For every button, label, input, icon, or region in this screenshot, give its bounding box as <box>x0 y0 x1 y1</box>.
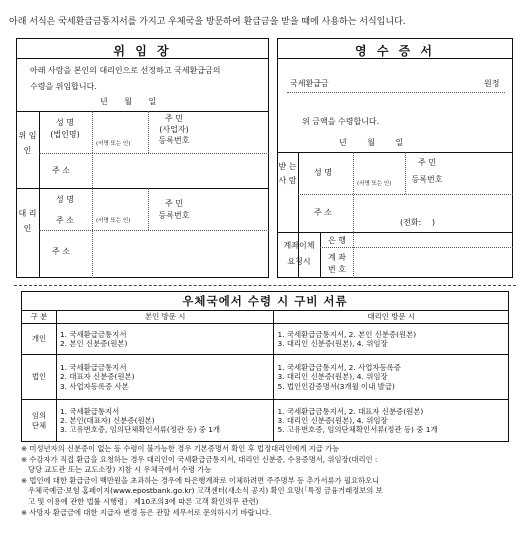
self-docs: 1. 국세환급금통지서 2. 대표자 신분증(원본) 3. 사업자등록증 사본 <box>56 355 274 400</box>
notes <box>21 444 513 518</box>
transfer-label-2: 요청시 <box>287 257 311 266</box>
delegator-sign-note: (서명 또는 인) <box>96 141 131 147</box>
note-line: ※ 미성년자의 신분증이 없는 등 수령이 불가능한 경우 기본증명서 확인 후 법정대리인에게 지급 가능 <box>21 444 340 453</box>
agent-address2-label: 주 소 <box>52 247 70 256</box>
intro-text: 아래 서식은 국세환급금통지서를 가지고 우체국을 방문하여 환급금을 받을 때에 사용하는 서식입니다. <box>9 17 406 27</box>
agent-docs: 1. 국세환급금통지서, 2. 사업자등록증 3. 대리인 신분증(원본), 4. 위임장 5. 법인인감증명서(3개월 이내 발급) <box>274 355 509 400</box>
receipt-body: 위 금액을 수령합니다. <box>302 117 380 126</box>
self-docs: 1. 국세환급금통지서 2. 본인 신분증(원본) <box>56 324 274 355</box>
row-category: 법인 <box>22 355 57 400</box>
table-row <box>22 324 509 355</box>
table-row <box>22 400 509 442</box>
delegator-id-label-1: 주 민 <box>165 114 183 123</box>
refund-amount-label: 국세환급금 <box>290 79 329 88</box>
poa-body-line1: 아래 사람을 본인의 대리인으로 선정하고 국세환급금의 <box>30 66 221 75</box>
currency-label: 원정 <box>484 79 500 88</box>
agent-docs: 1. 국세환급금통지서, 2. 본인 신분증(원본) 3. 대리인 신분증(원본), 4. 위임장 <box>274 324 509 355</box>
note-line: ※ 법인에 대한 환급금이 백만원을 초과하는 경우에 타은행계좌로 이체하려면 주주명부 등 추가서류가 필요하오니 <box>21 475 380 485</box>
agent-name-label: 성 명 <box>56 195 74 204</box>
agent-id-label-2: 등록번호 <box>158 211 190 220</box>
agent-side-label: 대 리 인 <box>18 209 37 233</box>
self-docs: 1. 국세환급통지서 2. 본인(대표자) 신분증(원본) 3. 고유번호증, 임의단체확인서류(정관 등) 중 1개 <box>56 400 274 442</box>
receipt-date: 년 월 일 <box>339 138 404 147</box>
row-category: 임의 단체 <box>22 400 57 442</box>
recipient-id-label-1: 주 민 <box>418 158 436 167</box>
bank-label: 은 행 <box>328 236 346 245</box>
account-label-1: 계 좌 <box>328 253 346 262</box>
note-line: 당당 교도관 또는 교도소장) 지참 시 우체국에서 수령 가능 <box>21 465 212 475</box>
recipient-phone: (전화: ) <box>400 218 435 227</box>
recipient-side-label: 받 는 사 람 <box>278 162 297 185</box>
agent-sign-note: (서명 또는 인) <box>96 218 131 224</box>
delegator-id-label-2: (사업자) <box>159 125 189 134</box>
header-self-visit: 본인 방문 시 <box>56 311 274 324</box>
transfer-label-1: 계좌이체 <box>283 241 315 250</box>
recipient-sign-note: (서명 또는 인) <box>357 181 392 187</box>
header-category: 구 분 <box>22 311 57 324</box>
account-label-2: 번 호 <box>328 265 346 274</box>
agent-id-label-1: 주 민 <box>165 199 183 208</box>
poa-body-line2: 수령을 위임합니다. <box>30 82 97 91</box>
requirements-table <box>21 310 509 442</box>
agent-docs: 1. 국세환급금통지서, 2. 대표자 신분증(원본) 3. 대리인 신분증(원본), 4. 위임장 5. 고유번호증, 임의단체확인서류(정관 등) 중 1개 <box>274 400 509 442</box>
note-line: 고 및 이용에 관한 법률 시행령」 제10조의3에 따른 고객 확인의무 관련) <box>21 496 259 506</box>
row-category: 개인 <box>22 324 57 355</box>
delegator-side-label: 위 임 인 <box>18 131 37 155</box>
recipient-id-label-2: 등록번호 <box>411 175 443 184</box>
requirements-title: 우체국에서 수령 시 구비 서류 <box>182 294 348 308</box>
receipt-title: 영 수 증 서 <box>355 44 435 58</box>
header-agent-visit: 대리인 방문 시 <box>274 311 509 324</box>
recipient-address-label: 주 소 <box>314 208 332 217</box>
note-line: ※ 사망자 환급금에 대한 지급자 변경 등은 관할 세무서로 문의하시기 바랍니다. <box>21 507 272 517</box>
poa-date: 년 월 일 <box>100 97 157 106</box>
delegator-name-label: 성 명 <box>56 118 74 127</box>
recipient-name-label: 성 명 <box>314 168 332 177</box>
cut-line <box>14 285 516 286</box>
agent-address-label: 주 소 <box>56 216 74 225</box>
power-of-attorney-title: 위 임 장 <box>113 44 172 58</box>
delegator-corp-label: (법인명) <box>50 130 80 139</box>
note-line: 우체국예금·보험 홈페이지(www.epostbank.go.kr) 고객센터(새소식 공지) 확인 요망(「특정 금융거래정보의 보 <box>21 486 383 496</box>
table-row <box>22 355 509 400</box>
delegator-address-label: 주 소 <box>52 166 70 175</box>
note-line: ※ 수감자가 직접 환급을 요청하는 경우 대리인이 국세환급금통지서, 대리인 신분증, 수용증명서, 위임장(대리인 : <box>21 454 378 464</box>
delegator-id-label-3: 등록번호 <box>158 136 190 145</box>
